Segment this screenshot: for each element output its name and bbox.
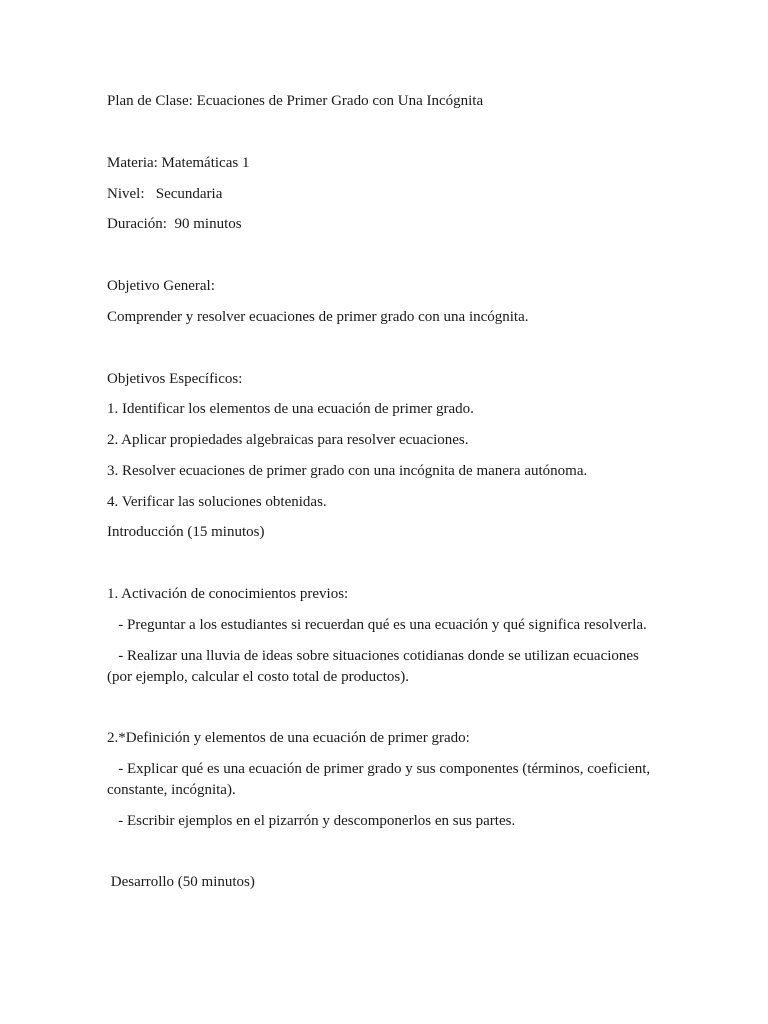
duracion-line: Duración: 90 minutos	[107, 216, 242, 232]
section-1-bullet: - Preguntar a los estudiantes si recuerdan qué es una ecuación y qué significa resolverla.	[107, 617, 647, 633]
section-2-bullet: - Explicar qué es una ecuación de primer grado y sus componentes (términos, coeficient, constante, incógnita).	[107, 761, 651, 798]
objetivo-item: 4. Verificar las soluciones obtenidas.	[107, 494, 327, 510]
objetivo-general-text: Comprender y resolver ecuaciones de primer grado con una incógnita.	[107, 309, 529, 325]
section-1-heading: 1. Activación de conocimientos previos:	[107, 586, 349, 602]
objetivo-general-heading: Objetivo General:	[107, 278, 215, 294]
introduccion-heading: Introducción (15 minutos)	[107, 524, 265, 540]
desarrollo-heading: Desarrollo (50 minutos)	[107, 874, 255, 890]
section-2-bullet: - Escribir ejemplos en el pizarrón y descomponerlos en sus partes.	[107, 813, 516, 829]
nivel-line: Nivel: Secundaria	[107, 186, 223, 202]
objetivo-item: 2. Aplicar propiedades algebraicas para resolver ecuaciones.	[107, 432, 469, 448]
materia-line: Materia: Matemáticas 1	[107, 155, 250, 171]
document-title: Plan de Clase: Ecuaciones de Primer Grado con Una Incógnita	[107, 93, 484, 109]
objetivos-especificos-heading: Objetivos Específicos:	[107, 371, 243, 387]
section-1-bullet: - Realizar una lluvia de ideas sobre situaciones cotidianas donde se utilizan ecuaciones (por ejemplo, calcular el costo total de productos).	[107, 648, 639, 685]
objetivo-item: 3. Resolver ecuaciones de primer grado con una incógnita de manera autónoma.	[107, 463, 588, 479]
objetivo-item: 1. Identificar los elementos de una ecuación de primer grado.	[107, 401, 474, 417]
section-2-heading: 2.*Definición y elementos de una ecuación de primer grado:	[107, 730, 470, 746]
